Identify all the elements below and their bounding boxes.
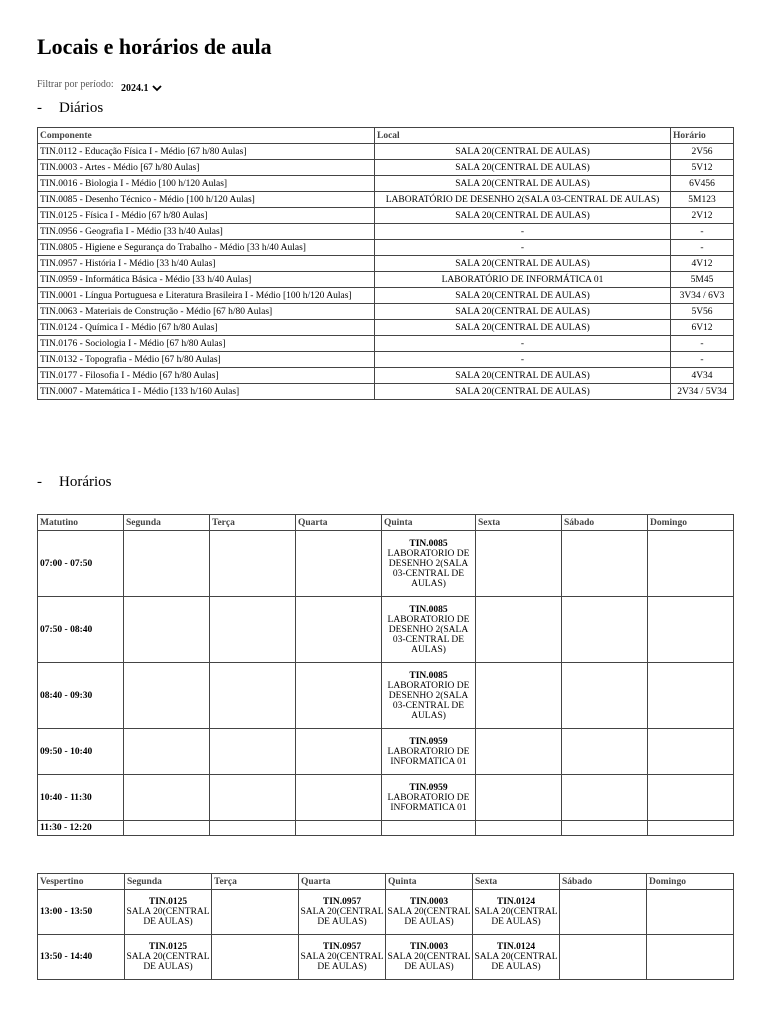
table-header-row [38,515,734,531]
class-code: TIN.0085 [409,538,448,549]
header-day: Terça [210,515,296,531]
table-row [38,729,734,775]
schedule-cell [382,775,476,821]
cell-componente: TIN.0956 - Geografia I - Médio [33 h/40 Aulas] [38,224,375,240]
schedule-cell [299,890,386,935]
cell-horario: - [671,224,734,240]
section-title-horarios [37,473,112,491]
class-code: TIN.0124 [496,942,536,952]
schedule-cell [562,821,648,836]
header-day: Sexta [476,515,562,531]
cell-horario: 2V12 [671,208,734,224]
schedule-cell [562,729,648,775]
schedule-cell [562,531,648,597]
table-row [38,890,734,935]
schedule-cell [648,531,734,597]
header-shift: Matutino [38,515,124,531]
schedule-cell [124,531,210,597]
cell-horario: - [671,352,734,368]
header-day: Segunda [124,515,210,531]
class-place: LABORATORIO DE INFORMATICA 01 [387,746,470,767]
cell-componente: TIN.0177 - Filosofia I - Médio [67 h/80 Aulas] [38,368,375,384]
class-code: TIN.0957 [322,942,362,952]
cell-local: SALA 20(CENTRAL DE AULAS) [375,384,671,400]
matutino-schedule-table [37,514,734,836]
schedule-cell [210,729,296,775]
cell-local: - [375,240,671,256]
section-dash: - [37,474,42,490]
cell-horario: 3V34 / 6V3 [671,288,734,304]
page-title: Locais e horários de aula [37,34,272,59]
table-row [38,256,734,272]
cell-componente: TIN.0001 - Língua Portuguesa e Literatura Brasileira I - Médio [100 h/120 Aulas] [38,288,375,304]
period-filter-label: Filtrar por período: [37,79,114,90]
cell-componente: TIN.0063 - Materiais de Construção - Médio [67 h/80 Aulas] [38,304,375,320]
schedule-cell [386,890,473,935]
table-row [38,352,734,368]
header-componente: Componente [38,128,375,144]
cell-local: SALA 20(CENTRAL DE AULAS) [375,320,671,336]
header-day: Quinta [386,874,473,890]
table-row [38,320,734,336]
cell-horario: 5V12 [671,160,734,176]
time-slot: 13:00 - 13:50 [38,890,125,935]
time-slot: 09:50 - 10:40 [38,729,124,775]
table-row [38,597,734,663]
cell-local: - [375,352,671,368]
header-day: Quinta [382,515,476,531]
class-code: TIN.0003 [409,942,449,952]
cell-local: LABORATÓRIO DE INFORMÁTICA 01 [375,272,671,288]
class-place: SALA 20(CENTRAL DE AULAS) [126,907,210,927]
cell-horario: 4V12 [671,256,734,272]
schedule-cell [647,890,734,935]
time-slot: 11:30 - 12:20 [38,821,124,836]
schedule-cell [210,775,296,821]
class-code: TIN.0959 [409,736,448,747]
cell-local: SALA 20(CENTRAL DE AULAS) [375,176,671,192]
cell-local: SALA 20(CENTRAL DE AULAS) [375,160,671,176]
cell-horario: 5M45 [671,272,734,288]
cell-horario: - [671,240,734,256]
schedule-cell [210,663,296,729]
diarios-table [37,127,734,400]
class-place: SALA 20(CENTRAL DE AULAS) [474,952,558,972]
table-row [38,368,734,384]
schedule-cell [476,597,562,663]
schedule-cell [124,729,210,775]
class-code: TIN.0125 [148,897,188,907]
cell-local: SALA 20(CENTRAL DE AULAS) [375,256,671,272]
cell-local: SALA 20(CENTRAL DE AULAS) [375,304,671,320]
header-day: Segunda [125,874,212,890]
schedule-cell [476,775,562,821]
cell-horario: 5M123 [671,192,734,208]
schedule-cell [476,729,562,775]
table-row [38,663,734,729]
cell-horario: 6V456 [671,176,734,192]
cell-local: SALA 20(CENTRAL DE AULAS) [375,288,671,304]
table-row [38,775,734,821]
schedule-cell [382,663,476,729]
header-day: Quarta [296,515,382,531]
table-row [38,240,734,256]
class-code: TIN.0085 [409,604,448,615]
schedule-cell [476,663,562,729]
schedule-cell [647,935,734,980]
schedule-cell [648,775,734,821]
table-row [38,208,734,224]
cell-local: SALA 20(CENTRAL DE AULAS) [375,208,671,224]
schedule-cell [473,890,560,935]
cell-componente: TIN.0176 - Sociologia I - Médio [67 h/80 Aulas] [38,336,375,352]
schedule-cell [562,663,648,729]
class-place: SALA 20(CENTRAL DE AULAS) [387,952,471,972]
schedule-cell [562,597,648,663]
schedule-cell [210,821,296,836]
schedule-cell [296,531,382,597]
section-title-text: Diários [59,100,104,116]
cell-componente: TIN.0125 - Física I - Médio [67 h/80 Aulas] [38,208,375,224]
cell-horario: 2V56 [671,144,734,160]
table-row [38,531,734,597]
class-place: SALA 20(CENTRAL DE AULAS) [126,952,210,972]
cell-horario: 5V56 [671,304,734,320]
schedule-cell [648,597,734,663]
schedule-cell [382,597,476,663]
schedule-cell [382,531,476,597]
schedule-cell [296,821,382,836]
section-title-diarios [37,99,103,117]
chevron-down-icon [152,85,162,92]
table-row [38,192,734,208]
cell-horario: 2V34 / 5V34 [671,384,734,400]
schedule-cell [296,597,382,663]
cell-componente: TIN.0112 - Educação Física I - Médio [67 h/80 Aulas] [38,144,375,160]
schedule-cell [125,935,212,980]
header-day: Terça [212,874,299,890]
table-header-row [38,874,734,890]
time-slot: 10:40 - 11:30 [38,775,124,821]
time-slot: 07:00 - 07:50 [38,531,124,597]
class-code: TIN.0957 [322,897,362,907]
cell-horario: - [671,336,734,352]
class-code: TIN.0959 [409,782,448,793]
cell-horario: 4V34 [671,368,734,384]
schedule-cell [296,663,382,729]
header-day: Sábado [562,515,648,531]
period-select-value: 2024.1 [121,83,149,94]
cell-componente: TIN.0805 - Higiene e Segurança do Trabalho - Médio [33 h/40 Aulas] [38,240,375,256]
cell-local: - [375,224,671,240]
table-row [38,935,734,980]
schedule-cell [648,821,734,836]
schedule-cell [560,935,647,980]
table-row [38,160,734,176]
class-place: LABORATORIO DE DESENHO 2(SALA 03-CENTRAL DE AULAS) [387,680,470,721]
cell-horario: 6V12 [671,320,734,336]
class-place: SALA 20(CENTRAL DE AULAS) [300,907,384,927]
schedule-cell [476,821,562,836]
schedule-cell [124,775,210,821]
class-place: LABORATORIO DE DESENHO 2(SALA 03-CENTRAL DE AULAS) [387,614,470,655]
schedule-cell [125,890,212,935]
section-dash: - [37,100,42,116]
table-row [38,336,734,352]
schedule-cell [124,597,210,663]
vespertino-schedule-table [37,873,734,980]
cell-local: SALA 20(CENTRAL DE AULAS) [375,144,671,160]
schedule-cell [382,821,476,836]
schedule-cell [560,890,647,935]
table-row [38,272,734,288]
schedule-cell [212,935,299,980]
cell-local: LABORATÓRIO DE DESENHO 2(SALA 03-CENTRAL DE AULAS) [375,192,671,208]
schedule-cell [648,663,734,729]
class-code: TIN.0003 [409,897,449,907]
table-row [38,288,734,304]
header-day: Quarta [299,874,386,890]
table-row [38,821,734,836]
class-code: TIN.0085 [409,670,448,681]
section-title-text: Horários [59,474,112,490]
cell-componente: TIN.0132 - Topografia - Médio [67 h/80 Aulas] [38,352,375,368]
schedule-cell [648,729,734,775]
header-day: Sábado [560,874,647,890]
table-row [38,384,734,400]
period-select[interactable] [121,83,162,94]
cell-componente: TIN.0085 - Desenho Técnico - Médio [100 h/120 Aulas] [38,192,375,208]
table-row [38,224,734,240]
class-place: SALA 20(CENTRAL DE AULAS) [474,907,558,927]
cell-componente: TIN.0016 - Biologia I - Médio [100 h/120 Aulas] [38,176,375,192]
schedule-cell [210,531,296,597]
schedule-cell [299,935,386,980]
cell-componente: TIN.0959 - Informática Básica - Médio [33 h/40 Aulas] [38,272,375,288]
cell-componente: TIN.0124 - Química I - Médio [67 h/80 Aulas] [38,320,375,336]
class-place: SALA 20(CENTRAL DE AULAS) [387,907,471,927]
schedule-cell [382,729,476,775]
schedule-cell [212,890,299,935]
schedule-cell [296,729,382,775]
time-slot: 13:50 - 14:40 [38,935,125,980]
class-place: LABORATORIO DE INFORMATICA 01 [387,792,470,813]
cell-componente: TIN.0007 - Matemática I - Médio [133 h/160 Aulas] [38,384,375,400]
header-day: Sexta [473,874,560,890]
cell-componente: TIN.0957 - História I - Médio [33 h/40 Aulas] [38,256,375,272]
header-day: Domingo [648,515,734,531]
schedule-cell [210,597,296,663]
header-local: Local [375,128,671,144]
schedule-cell [386,935,473,980]
header-day: Domingo [647,874,734,890]
time-slot: 07:50 - 08:40 [38,597,124,663]
table-row [38,304,734,320]
header-shift: Vespertino [38,874,125,890]
cell-local: - [375,336,671,352]
cell-local: SALA 20(CENTRAL DE AULAS) [375,368,671,384]
cell-componente: TIN.0003 - Artes - Médio [67 h/80 Aulas] [38,160,375,176]
class-code: TIN.0124 [496,897,536,907]
time-slot: 08:40 - 09:30 [38,663,124,729]
table-row [38,176,734,192]
table-row [38,144,734,160]
schedule-cell [476,531,562,597]
schedule-cell [562,775,648,821]
schedule-cell [473,935,560,980]
class-place: SALA 20(CENTRAL DE AULAS) [300,952,384,972]
header-horario: Horário [671,128,734,144]
table-header-row [38,128,734,144]
schedule-cell [124,821,210,836]
class-code: TIN.0125 [148,942,188,952]
class-place: LABORATORIO DE DESENHO 2(SALA 03-CENTRAL DE AULAS) [387,548,470,589]
schedule-cell [296,775,382,821]
schedule-cell [124,663,210,729]
